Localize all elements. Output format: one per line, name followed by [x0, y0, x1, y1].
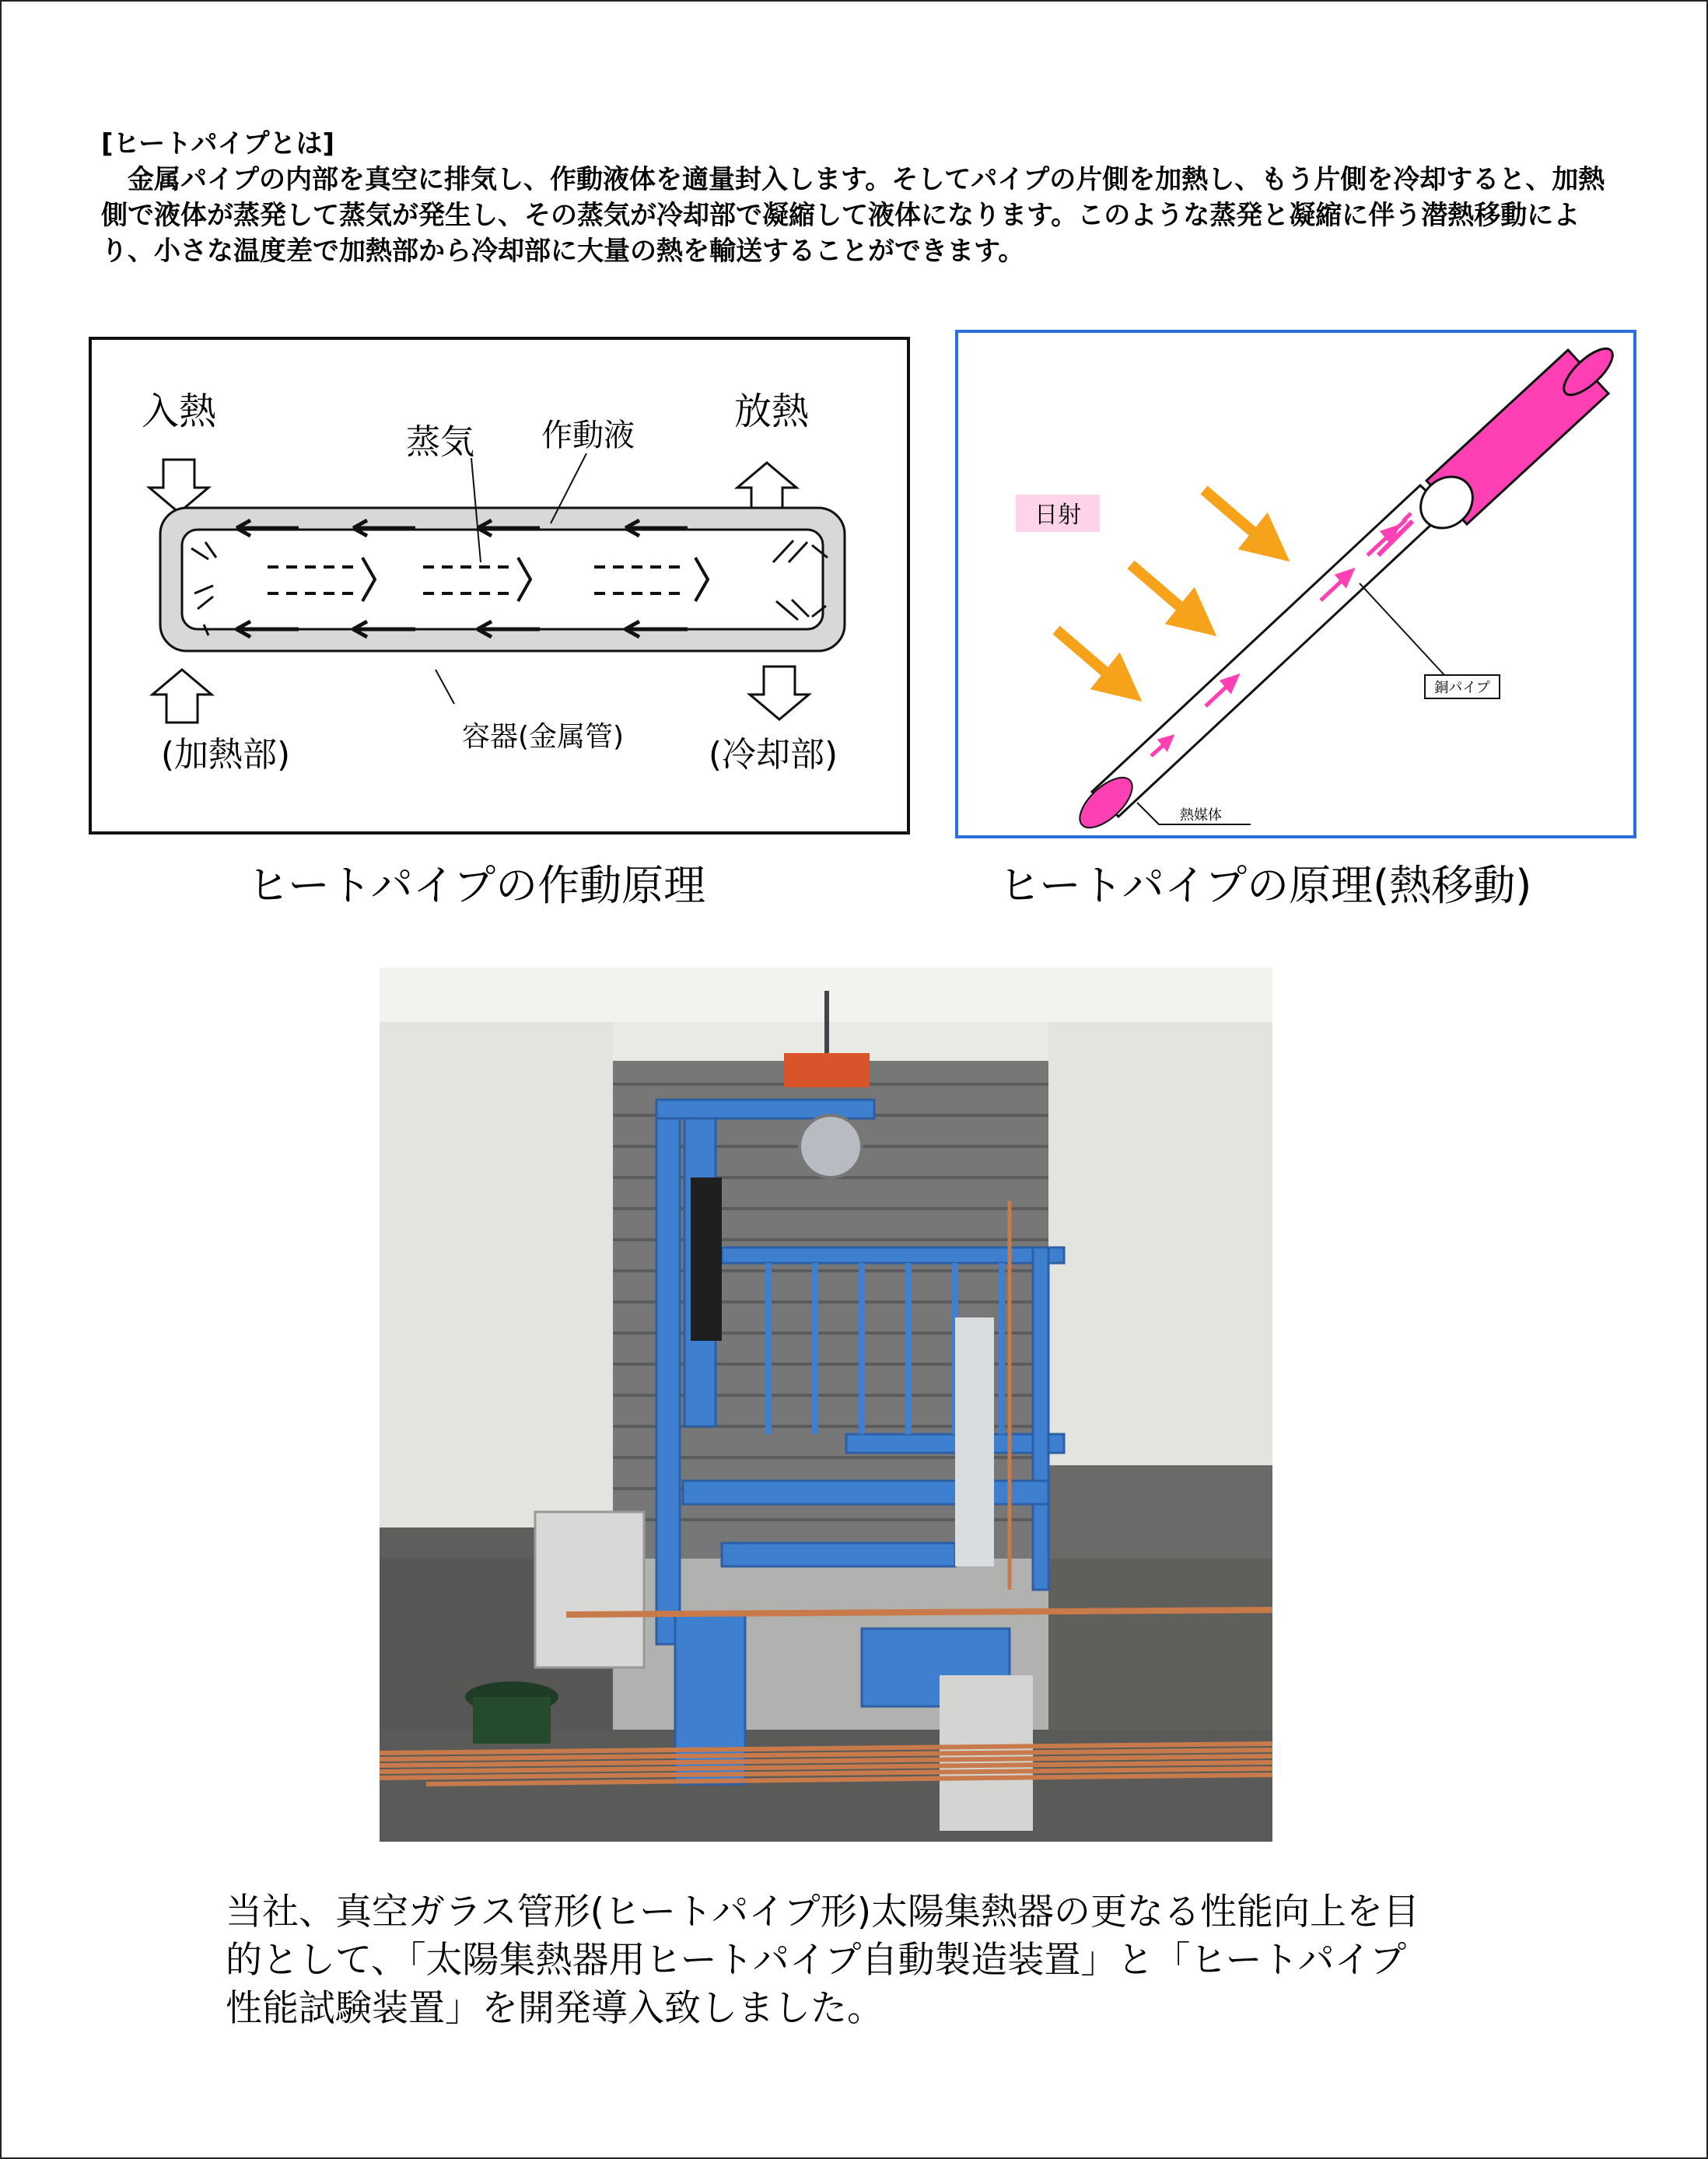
- closing-text: 当社、真空ガラス管形(ヒートパイプ形)太陽集熱器の更なる性能向上を目的として、「太陽集熱器用ヒートパイプ自動製造装置」と「ヒートパイプ性能試験装置」を開発導入致しました。: [226, 1891, 1420, 2030]
- container-inner: [182, 530, 823, 629]
- heat-in-label: 入熱: [141, 390, 217, 433]
- vapor-label: 蒸気: [406, 422, 474, 462]
- caption-transfer: ヒートパイプの原理(熱移動): [999, 861, 1532, 910]
- container-label: 容器(金属管): [461, 721, 625, 753]
- solar-label: 日射: [1034, 502, 1081, 529]
- heat-medium-label: 熱媒体: [1180, 807, 1222, 824]
- heat-pipe-operation-diagram: [89, 337, 910, 835]
- copper-pipe-label: 銅パイプ: [1434, 680, 1490, 696]
- equipment-photo: [380, 968, 1272, 1842]
- cooling-section-label: (冷却部): [708, 735, 838, 775]
- caption-operation: ヒートパイプの作動原理: [247, 861, 706, 910]
- intro-section: [101, 126, 1626, 269]
- intro-body: 金属パイプの内部を真空に排気し、作動液体を適量封入します。そしてパイプの片側を加熱し、もう片側を冷却すると、加熱側で液体が蒸発して蒸気が発生し、その蒸気が冷却部で凝縮して液体になります。このような蒸発と凝縮に伴う潜熱移動により、小さな温度差で加熱部から冷却部に大量の熱を輸送することができます。: [101, 164, 1605, 267]
- intro-heading: [ヒートパイプとは]: [101, 128, 335, 159]
- heat-out-label: 放熱: [733, 390, 810, 433]
- heating-section-label: (加熱部): [160, 735, 291, 775]
- heat-transfer-diagram: [955, 330, 1636, 838]
- working-fluid-label: 作動液: [541, 418, 635, 453]
